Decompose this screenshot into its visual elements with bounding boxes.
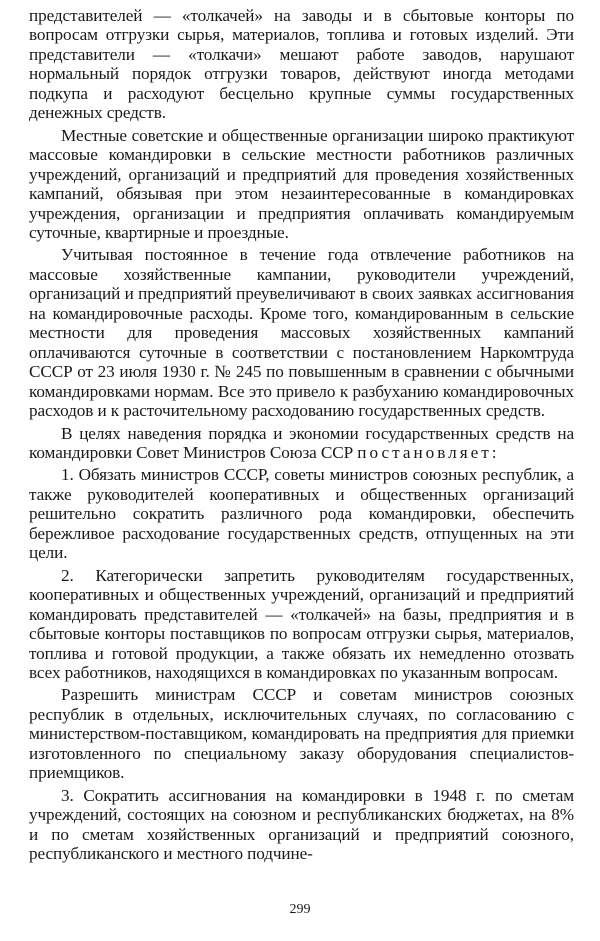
paragraph-item-2: 2. Категорически запретить руководителям государственных, кооперативных и общественных учреждений, организаций и предприятий командировать представителей — «толкачей» на базы, предприятия и в сбытовые конторы поставщиков по вопросам отгрузки сырья, материалов, топлива и готовой продукции, а также обязать их немедленно отозвать всех работников, находящихся в командировках по указанным вопросам. [29,565,574,682]
paragraph-item-3: 3. Сократить ассигнования на командировки в 1948 г. по сметам учреждений, состоящих на союзном и республиканских бюджетах, на 8% и по сметам хозяйственных организаций и предприятий союзного, республиканского и местного подчине- [29,785,574,864]
document-page [29,6,574,863]
paragraph-tolkachi-continued: представителей — «толкачей» на заводы и в сбытовые конторы по вопросам отгрузки сырья, материалов, топлива и готовых изделий. Эти представители — «толкачи» мешают работе заводов, нарушают нормальный порядок отгрузки товаров, действуют иногда методами подкупа и расходуют бесцельно крупные суммы государственных денежных средств. [29,6,574,123]
resolution-intro-text: В целях наведения порядка и экономии государственных средств на командировки Совет Министров Союза ССР [29,423,574,462]
resolution-keyword: постановляет: [357,442,500,462]
page-number: 299 [289,902,311,917]
paragraph-local-organizations: Местные советские и общественные организации широко практикуют массовые командировки в сельские местности работников различных учреждений, организаций и предприятий для проведения хозяйственных кампаний, обязывая при этом незаинтересованные в командировках учреждения, организации и предприятия оплачивать командируемым суточные, квартирные и проездные. [29,125,574,242]
paragraph-item-1: 1. Обязать министров СССР, советы министров союзных республик, а также руководителей кооперативных и общественных организаций решительно сократить различного рода командировки, обеспечить бережливое расходование государственных средств, отпущенных на эти цели. [29,465,574,563]
paragraph-resolution-intro [29,424,574,463]
paragraph-item-2-exception: Разрешить министрам СССР и советам министров союзных республик в отдельных, исключительных случаях, по согласованию с министерством-поставщиком, командировать на предприятия для приемки изготовленного по специальному заказу оборудования специалистов-приемщиков. [29,685,574,783]
paragraph-inflated-expenses: Учитывая постоянное в течение года отвлечение работников на массовые хозяйственные кампании, руководители учреждений, организаций и предприятий преувеличивают в своих заявках ассигнования на командировочные расходы. Кроме того, командированным в сельские местности для проведения массовых хозяйственных кампаний оплачиваются суточные в соответствии с постановлением Наркомтруда СССР от 23 июля 1930 г. № 245 по повышенным в сравнении с обычными командировками нормам. Все это привело к разбуханию командировочных расходов и к расточительному расходованию государственных средств. [29,245,574,421]
